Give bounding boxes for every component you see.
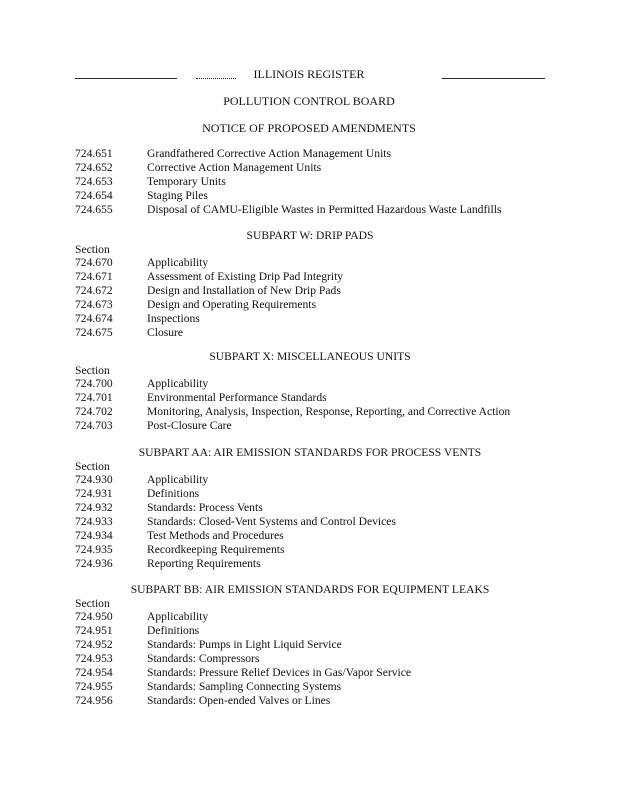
section-number: 724.954: [75, 666, 113, 679]
subpart-heading: SUBPART X: MISCELLANEOUS UNITS: [209, 350, 411, 363]
section-column-label: Section: [75, 596, 110, 610]
section-number: 724.654: [75, 188, 113, 202]
section-title: Assessment of Existing Drip Pad Integrity: [147, 270, 344, 284]
register-title: ILLINOIS REGISTER: [253, 67, 365, 81]
section-title: Definitions: [147, 487, 200, 501]
section-title: Staging Piles: [147, 188, 208, 202]
section-number: 724.933: [75, 515, 113, 529]
section-number: 724.703: [75, 419, 113, 433]
section-title: Test Methods and Procedures: [147, 529, 284, 542]
section-title: Applicability: [147, 256, 209, 270]
section-number: 724.951: [75, 624, 113, 638]
section-title: Closure: [147, 325, 184, 339]
section-title: Design and Operating Requirements: [147, 298, 317, 312]
section-title: Standards: Pumps in Light Liquid Service: [147, 638, 342, 652]
section-number: 724.952: [75, 638, 113, 652]
section-number: 724.702: [75, 405, 113, 419]
section-number: 724.950: [75, 610, 113, 624]
section-title: Corrective Action Management Units: [147, 160, 322, 174]
section-column-label: Section: [75, 459, 110, 473]
section-title: Reporting Requirements: [147, 556, 261, 570]
section-number: 724.673: [75, 298, 113, 312]
section-number: 724.930: [75, 473, 113, 487]
section-title: Disposal of CAMU-Eligible Wastes in Permitted Hazardous Waste Landfills: [147, 202, 502, 216]
section-title: Standards: Open-ended Valves or Lines: [147, 693, 331, 707]
subpart-heading: SUBPART AA: AIR EMISSION STANDARDS FOR PROCESS VENTS: [138, 446, 482, 459]
section-number: 724.936: [75, 556, 113, 570]
section-column-label: Section: [75, 242, 110, 256]
board-name: POLLUTION CONTROL BOARD: [223, 94, 395, 108]
section-title: Inspections: [147, 312, 200, 325]
section-title: Monitoring, Analysis, Inspection, Response, Reporting, and Corrective Action: [147, 405, 511, 419]
section-title: Standards: Process Vents: [147, 501, 263, 515]
section-title: Grandfathered Corrective Action Management Units: [147, 147, 392, 160]
section-column-label: Section: [75, 363, 110, 377]
section-number: 724.674: [75, 312, 113, 325]
section-number: 724.953: [75, 652, 113, 666]
section-number: 724.956: [75, 693, 113, 707]
section-number: 724.651: [75, 147, 113, 160]
section-number: 724.672: [75, 284, 113, 298]
section-title: Standards: Sampling Connecting Systems: [147, 679, 342, 693]
section-number: 724.931: [75, 487, 113, 501]
section-title: Standards: Pressure Relief Devices in Gas/Vapor Service: [147, 666, 412, 679]
section-title: Design and Installation of New Drip Pads: [147, 284, 341, 298]
subpart-heading: SUBPART BB: AIR EMISSION STANDARDS FOR EQUIPMENT LEAKS: [130, 583, 490, 596]
section-title: Standards: Compressors: [147, 652, 260, 666]
section-title: Environmental Performance Standards: [147, 391, 327, 405]
section-title: Applicability: [147, 377, 209, 391]
section-title: Definitions: [147, 624, 200, 638]
section-title: Applicability: [147, 610, 209, 624]
section-number: 724.932: [75, 501, 113, 515]
section-number: 724.653: [75, 174, 113, 188]
section-number: 724.655: [75, 202, 113, 216]
section-title: Temporary Units: [147, 174, 226, 188]
section-title: Applicability: [147, 473, 209, 487]
section-number: 724.701: [75, 391, 113, 405]
section-title: Post-Closure Care: [147, 419, 232, 433]
section-title: Recordkeeping Requirements: [147, 542, 285, 556]
section-number: 724.700: [75, 377, 113, 391]
section-title: Standards: Closed-Vent Systems and Control Devices: [147, 515, 396, 529]
section-number: 724.675: [75, 325, 113, 339]
section-number: 724.934: [75, 529, 113, 542]
section-number: 724.671: [75, 270, 113, 284]
section-number: 724.652: [75, 160, 113, 174]
section-number: 724.955: [75, 679, 113, 693]
notice-title: NOTICE OF PROPOSED AMENDMENTS: [202, 121, 416, 135]
subpart-heading: SUBPART W: DRIP PADS: [246, 229, 374, 242]
section-number: 724.935: [75, 542, 113, 556]
section-number: 724.670: [75, 256, 113, 270]
